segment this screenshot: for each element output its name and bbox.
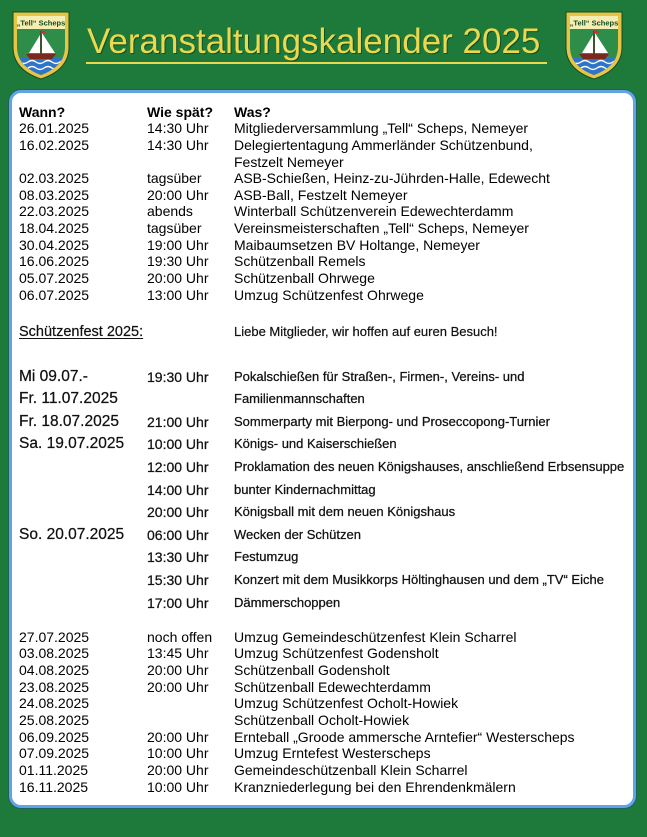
event-row [19, 662, 633, 679]
event-date [19, 569, 147, 592]
event-time-line: 13:00 Uhr [147, 286, 209, 303]
event-time-line: 20:00 Uhr [147, 269, 209, 286]
event-description [234, 645, 633, 662]
event-description [234, 170, 633, 187]
schuetzenfest-events [19, 366, 633, 615]
event-description [234, 187, 633, 204]
event-time-line: 21:00 Uhr [147, 413, 209, 430]
event-description [234, 501, 633, 524]
event-description-line: Maibaumsetzen BV Holtange, Nemeyer [234, 236, 480, 253]
event-date-line: 16.02.2025 [19, 136, 90, 153]
event-row [19, 270, 633, 287]
event-date-line: 07.09.2025 [19, 745, 90, 762]
event-row [19, 433, 633, 456]
event-time [147, 203, 234, 220]
logo-lettering: „Tell“ Scheps [569, 18, 619, 28]
event-time-line: abends [147, 203, 193, 220]
event-date [19, 237, 147, 254]
column-header-label: Was? [234, 103, 271, 120]
event-date [19, 456, 147, 479]
schuetzenfest-header [19, 323, 633, 341]
event-description-line: Ernteball „Groode ammersche Arntefier“ Westerscheps [234, 728, 575, 745]
event-time [147, 220, 234, 237]
event-description-line: Kranzniederlegung bei den Ehrendenkmälern [234, 778, 516, 795]
event-description-line: Schützenball Edewechterdamm [234, 678, 431, 695]
event-description-line: Schützenball Ohrwege [234, 269, 375, 286]
event-date [19, 645, 147, 662]
event-date-line: 24.08.2025 [19, 695, 90, 712]
event-time-line: 20:00 Uhr [147, 186, 209, 203]
event-time [147, 411, 234, 434]
event-description-line: Winterball Schützenverein Edewechterdamm [234, 203, 514, 220]
event-date-line: Fr. 11.07.2025 [19, 390, 118, 408]
event-date [19, 524, 147, 547]
event-time-line: 20:00 Uhr [147, 678, 209, 695]
page-title: Veranstaltungskalender 2025 [87, 22, 541, 61]
club-logo-right [563, 9, 625, 81]
event-time-line: 20:00 Uhr [147, 504, 209, 521]
event-description-line: Wecken der Schützen [234, 526, 361, 542]
event-description-line: Umzug Schützenfest Godensholt [234, 645, 439, 662]
event-description-line: Festumzug [234, 549, 299, 565]
event-date-line: 06.09.2025 [19, 728, 90, 745]
event-description [234, 729, 633, 746]
event-date [19, 433, 147, 456]
event-description-line: Umzug Gemeindeschützenfest Klein Scharrel [234, 628, 517, 645]
event-date-line: Mi 09.07.- [19, 367, 88, 385]
event-calendar [9, 90, 636, 808]
event-date-line: So. 20.07.2025 [19, 525, 125, 543]
event-time [147, 287, 234, 304]
event-date [19, 695, 147, 712]
event-description-line: Gemeindeschützenball Klein Scharrel [234, 761, 468, 778]
event-row [19, 253, 633, 270]
event-description [234, 479, 633, 502]
event-time [147, 137, 234, 170]
event-row [19, 137, 633, 170]
event-description-line: Vereinsmeisterschaften „Tell“ Scheps, Nemeyer [234, 220, 529, 237]
event-date [19, 170, 147, 187]
event-time-line: 13:45 Uhr [147, 645, 209, 662]
event-description-line: Schützenball Remels [234, 253, 366, 270]
event-date [19, 287, 147, 304]
events-after-festival [19, 629, 633, 796]
event-time [147, 569, 234, 592]
event-date [19, 187, 147, 204]
event-date-line: 27.07.2025 [19, 628, 90, 645]
event-time [147, 170, 234, 187]
event-description-line: Königsball mit dem neuen Königshaus [234, 504, 456, 520]
event-description-line: Familienmannschaften [234, 391, 365, 407]
event-time [147, 712, 234, 729]
event-row [19, 501, 633, 524]
event-time [147, 695, 234, 712]
event-date-line: 08.03.2025 [19, 186, 90, 203]
event-description-line: Konzert mit dem Musikkorps Höltinghausen und dem „TV“ Eiche [234, 572, 604, 588]
event-row [19, 629, 633, 646]
event-description [234, 220, 633, 237]
event-date [19, 366, 147, 411]
event-date [19, 779, 147, 796]
title-underline [86, 62, 547, 64]
event-time [147, 524, 234, 547]
event-date [19, 120, 147, 137]
event-description-line: Mitgliederversammlung „Tell“ Scheps, Nemeyer [234, 120, 529, 137]
event-date [19, 411, 147, 434]
event-description [234, 253, 633, 270]
event-time-line: 06:00 Uhr [147, 526, 209, 543]
event-time-line: 20:00 Uhr [147, 662, 209, 678]
event-description-line: Pokalschießen für Straßen-, Firmen-, Vereins- und [234, 368, 525, 384]
event-description [234, 695, 633, 712]
event-date-line: 18.04.2025 [19, 220, 90, 237]
event-time-line: 12:00 Uhr [147, 459, 209, 476]
event-description [234, 120, 633, 137]
event-date [19, 592, 147, 615]
event-time [147, 745, 234, 762]
event-date-line: 03.08.2025 [19, 645, 90, 662]
event-description [234, 287, 633, 304]
column-header-time [147, 104, 234, 121]
event-time-line: 10:00 Uhr [147, 436, 209, 453]
event-date [19, 220, 147, 237]
event-time-line: tagsüber [147, 170, 202, 187]
event-row [19, 762, 633, 779]
column-header-label: Wann? [19, 103, 66, 120]
schuetzenfest-heading: Schützenfest 2025: [19, 324, 144, 340]
event-description [234, 366, 633, 411]
event-time [147, 270, 234, 287]
events-before-festival [19, 104, 633, 304]
event-row [19, 187, 633, 204]
event-description [234, 524, 633, 547]
event-date-line: Fr. 18.07.2025 [19, 412, 119, 430]
event-date [19, 546, 147, 569]
event-time-line: 19:00 Uhr [147, 236, 209, 253]
event-date [19, 729, 147, 746]
event-date [19, 629, 147, 646]
event-time [147, 762, 234, 779]
event-time-line: 14:30 Uhr [147, 120, 209, 137]
event-time-line: 13:30 Uhr [147, 549, 209, 566]
event-date-line: 01.11.2025 [19, 761, 89, 778]
event-row [19, 170, 633, 187]
event-row [19, 456, 633, 479]
event-row [19, 220, 633, 237]
event-date-line: 02.03.2025 [19, 170, 90, 187]
event-description-line: Schützenball Ocholt-Howiek [234, 711, 410, 728]
event-date [19, 203, 147, 220]
event-date-line: Sa. 19.07.2025 [19, 435, 125, 453]
event-row [19, 203, 633, 220]
event-description [234, 203, 633, 220]
event-row [19, 366, 633, 411]
event-row [19, 592, 633, 615]
event-description [234, 629, 633, 646]
event-date [19, 662, 147, 679]
column-header-what [234, 104, 633, 121]
event-date-line: 16.11.2025 [19, 778, 89, 795]
event-time-line: 15:30 Uhr [147, 572, 209, 589]
event-row [19, 679, 633, 696]
event-description [234, 137, 633, 170]
event-time-line: 19:30 Uhr [147, 368, 209, 385]
event-date-line: 30.04.2025 [19, 236, 90, 253]
event-date-line: 25.08.2025 [19, 711, 90, 728]
event-row [19, 712, 633, 729]
event-time [147, 592, 234, 615]
event-row [19, 569, 633, 592]
event-time-line: tagsüber [147, 220, 202, 237]
event-row [19, 695, 633, 712]
event-date [19, 745, 147, 762]
event-time [147, 662, 234, 679]
event-row [19, 237, 633, 254]
event-description [234, 679, 633, 696]
event-description-line: Umzug Schützenfest Ohrwege [234, 286, 424, 303]
event-description [234, 569, 633, 592]
column-header-when [19, 104, 147, 121]
event-date [19, 137, 147, 170]
event-description [234, 456, 633, 479]
event-time [147, 645, 234, 662]
event-row [19, 524, 633, 547]
event-time [147, 433, 234, 456]
schuetzenfest-greeting: Liebe Mitglieder, wir hoffen auf euren Besuch! [234, 324, 498, 339]
logo-lettering: „Tell“ Scheps [16, 18, 66, 28]
event-description [234, 662, 633, 679]
event-description [234, 592, 633, 615]
event-time [147, 237, 234, 254]
event-date [19, 679, 147, 696]
event-row [19, 120, 633, 137]
event-description [234, 237, 633, 254]
event-description [234, 745, 633, 762]
event-time-line: 20:00 Uhr [147, 761, 209, 778]
event-date-line: 23.08.2025 [19, 678, 90, 695]
event-date-line: 05.07.2025 [19, 269, 90, 286]
event-date [19, 270, 147, 287]
event-time-line: 19:30 Uhr [147, 253, 209, 270]
event-row [19, 779, 633, 796]
event-description-line: ASB-Schießen, Heinz-zu-Jührden-Halle, Edewecht [234, 170, 550, 187]
column-header-label: Wie spät? [147, 103, 213, 120]
event-time-line: 10:00 Uhr [147, 778, 209, 795]
event-date [19, 253, 147, 270]
event-time [147, 546, 234, 569]
event-time-line: 14:30 Uhr [147, 136, 209, 153]
event-time [147, 366, 234, 411]
event-description-line: Umzug Erntefest Westerscheps [234, 745, 431, 762]
event-time [147, 629, 234, 646]
schuetzenfest-header-row [19, 323, 633, 341]
event-description [234, 270, 633, 287]
club-logo-left [10, 9, 72, 81]
event-row [19, 479, 633, 502]
event-time-line: 20:00 Uhr [147, 728, 209, 745]
event-date [19, 501, 147, 524]
event-time-line: 10:00 Uhr [147, 745, 209, 762]
event-time [147, 456, 234, 479]
event-description-line: Königs- und Kaiserschießen [234, 436, 397, 452]
event-row [19, 645, 633, 662]
event-row [19, 287, 633, 304]
event-description-line: Proklamation des neuen Königshauses, anschließend Erbsensuppe [234, 459, 625, 475]
event-description-line: Umzug Schützenfest Ocholt-Howiek [234, 695, 459, 712]
event-time [147, 120, 234, 137]
event-date-line: 22.03.2025 [19, 203, 90, 220]
event-row [19, 745, 633, 762]
event-date [19, 712, 147, 729]
event-description-line: Sommerparty mit Bierpong- und Proseccopong-Turnier [234, 413, 550, 429]
event-row [19, 546, 633, 569]
event-time [147, 253, 234, 270]
event-description [234, 546, 633, 569]
event-description-line: ASB-Ball, Festzelt Nemeyer [234, 186, 408, 203]
event-time-line: 17:00 Uhr [147, 594, 209, 611]
event-description-line: Delegiertentagung Ammerländer Schützenbund, [234, 136, 533, 153]
event-time [147, 479, 234, 502]
event-time [147, 779, 234, 796]
event-description [234, 779, 633, 796]
column-header-row [19, 104, 633, 121]
event-date-line: 16.06.2025 [19, 253, 90, 270]
event-description [234, 762, 633, 779]
event-description-line: Festzelt Nemeyer [234, 153, 344, 170]
event-date [19, 762, 147, 779]
event-description [234, 433, 633, 456]
event-description-line: bunter Kindernachmittag [234, 481, 376, 497]
event-date-line: 06.07.2025 [19, 286, 90, 303]
event-row [19, 729, 633, 746]
event-time [147, 679, 234, 696]
event-time [147, 187, 234, 204]
event-time [147, 729, 234, 746]
event-date-line: 04.08.2025 [19, 662, 90, 678]
event-description [234, 411, 633, 434]
event-description-line: Schützenball Godensholt [234, 662, 390, 678]
event-time-line: noch offen [147, 628, 213, 645]
event-time-line: 14:00 Uhr [147, 481, 209, 498]
event-row [19, 411, 633, 434]
event-date-line: 26.01.2025 [19, 120, 90, 137]
event-description [234, 712, 633, 729]
event-time [147, 501, 234, 524]
event-date [19, 479, 147, 502]
event-description-line: Dämmerschoppen [234, 594, 341, 610]
